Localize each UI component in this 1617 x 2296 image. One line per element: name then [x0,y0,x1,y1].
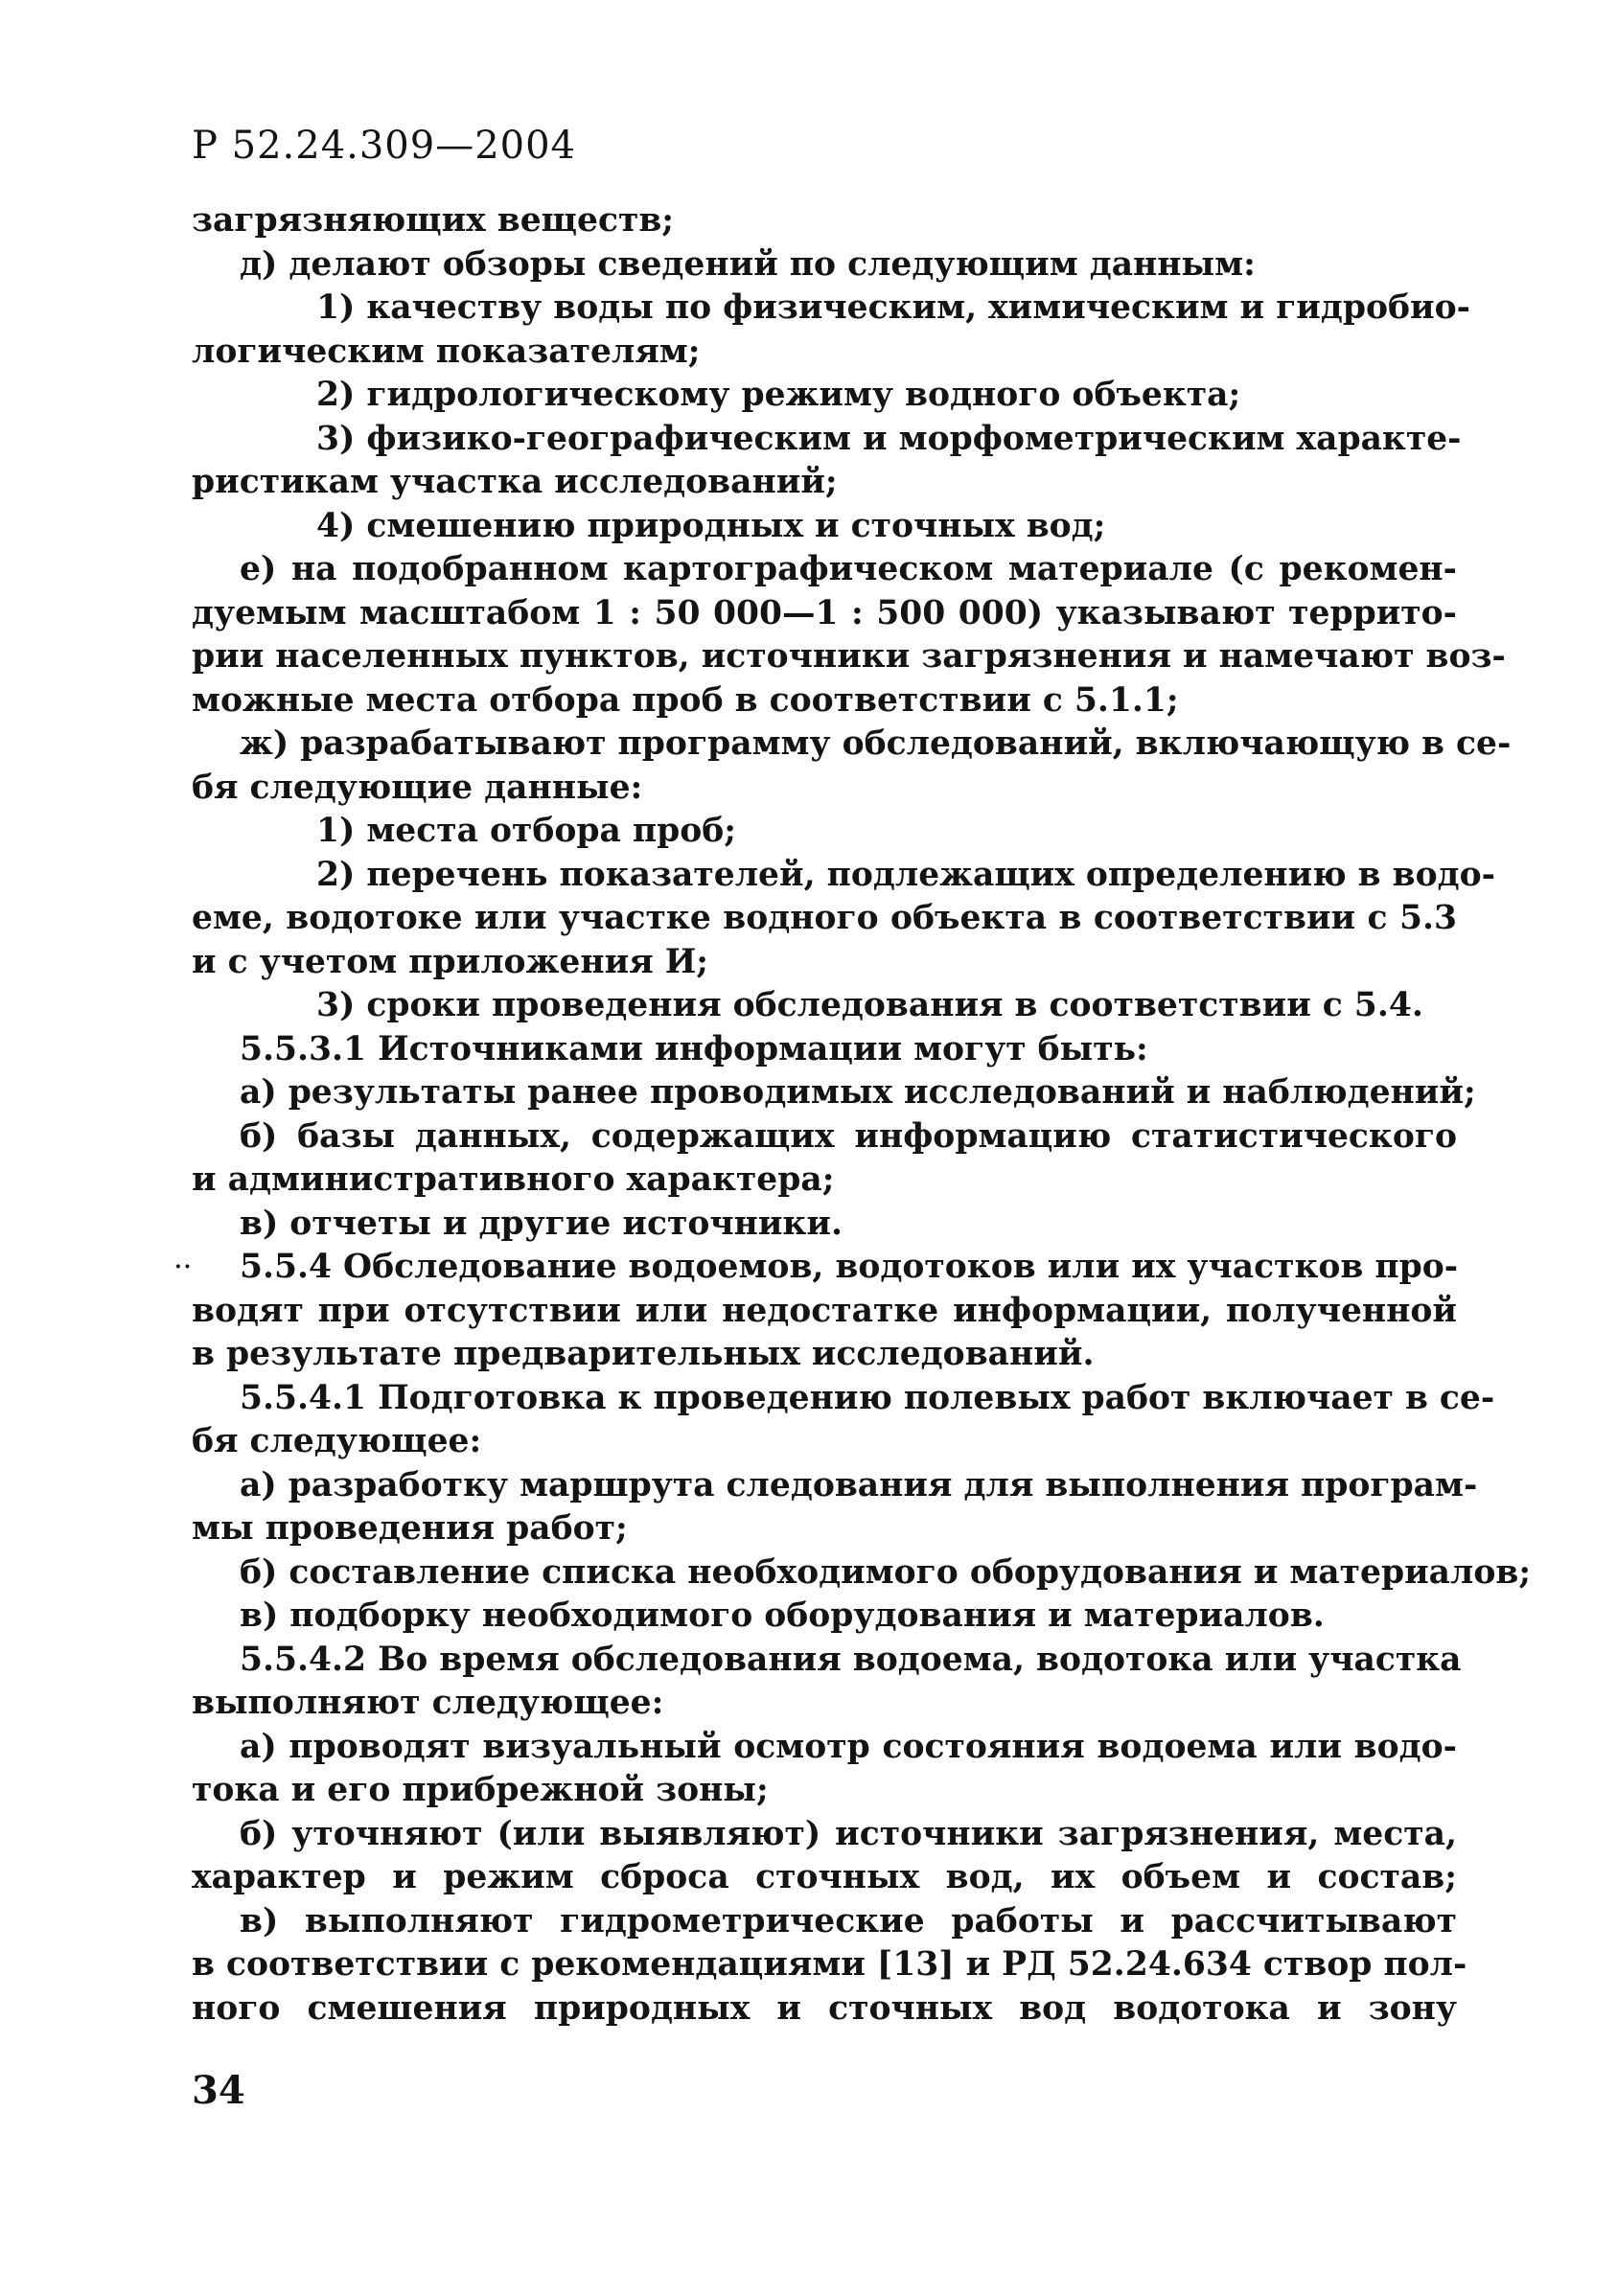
text-line: б) составление списка необходимого оборудования и материалов; [240,1552,1532,1592]
text-line: 3) сроки проведения обследования в соответствии с 5.4. [316,986,1423,1024]
page-number: 34 [192,2068,245,2113]
text-line: 2) перечень показателей, подлежащих определению в водо- [316,855,1495,894]
text-line: ж) разрабатывают программу обследований, включающую в се- [240,724,1512,763]
text-line: бя следующее: [192,1422,482,1460]
text-line: рии населенных пунктов, источники загрязнения и намечают воз- [192,637,1506,676]
text-line: мы проведения работ; [192,1509,628,1548]
text-line: и административного характера; [192,1160,835,1199]
text-line: 1) места отбора проб; [316,812,737,850]
text-line: в) отчеты и другие источники. [240,1204,843,1243]
text-line: а) результаты ранее проводимых исследований и наблюдений; [240,1073,1476,1112]
text-line: 3) физико-географическим и морфометрическим характе- [316,419,1462,458]
text-line: 5.5.3.1 Источниками информации могут быть: [240,1029,1148,1068]
text-line: б) базы данных, содержащих информацию статистического [240,1116,1457,1156]
text-line: 5.5.4.2 Во время обследования водоема, водотока или участка [240,1640,1462,1679]
text-line: можные места отбора проб в соответствии с 5.1.1; [192,680,1179,720]
text-line: 5.5.4.1 Подготовка к проведению полевых работ включает в се- [240,1378,1495,1417]
text-line: ристикам участка исследований; [192,463,838,501]
scan-artifact-dots: ·· [174,1254,194,1279]
text-line: 1) качеству воды по физическим, химическим и гидробио- [316,288,1470,327]
text-line: а) проводят визуальный осмотр состояния водоема или водо- [240,1727,1457,1766]
text-line: е) на подобранном картографическом материале (с рекомен- [240,550,1457,588]
text-line: ного смешения природных и сточных вод водотока и зону [192,1988,1457,2028]
text-line: загрязняющих веществ; [192,201,675,240]
text-line: и с учетом приложения И; [192,942,709,981]
text-line: тока и его прибрежной зоны; [192,1771,769,1809]
text-line: выполняют следующее: [192,1684,664,1722]
text-line: б) уточняют (или выявляют) источники загрязнения, места, [240,1814,1457,1853]
document-code-header: Р 52.24.309—2004 [192,124,576,168]
text-line: д) делают обзоры сведений по следующим данным: [240,244,1256,284]
text-line: водят при отсутствии или недостатке информации, полученной [192,1291,1457,1330]
text-line: в соответствии с рекомендациями [13] и РД 52.24.634 створ пол- [192,1945,1467,1984]
text-line: 4) смешению природных и сточных вод; [316,506,1106,545]
text-line: 5.5.4 Обследование водоемов, водотоков или их участков про- [240,1248,1459,1286]
body-text [192,199,1532,2031]
text-line: в) выполняют гидрометрические работы и рассчитывают [240,1901,1457,1940]
text-line: в) подборку необходимого оборудования и материалов. [240,1596,1325,1635]
text-line: еме, водотоке или участке водного объекта в соответствии с 5.3 [192,899,1457,937]
text-line: дуемым масштабом 1 : 50 000—1 : 500 000) указывают террито- [192,593,1457,632]
text-line: бя следующие данные: [192,768,643,807]
text-line: 2) гидрологическому режиму водного объекта; [316,376,1241,414]
text-line: в результате предварительных исследований. [192,1335,1095,1373]
text-line: характер и режим сброса сточных вод, их объем и состав; [192,1858,1457,1896]
text-line: логическим показателям; [192,332,701,371]
text-line: а) разработку маршрута следования для выполнения програм- [240,1465,1478,1504]
